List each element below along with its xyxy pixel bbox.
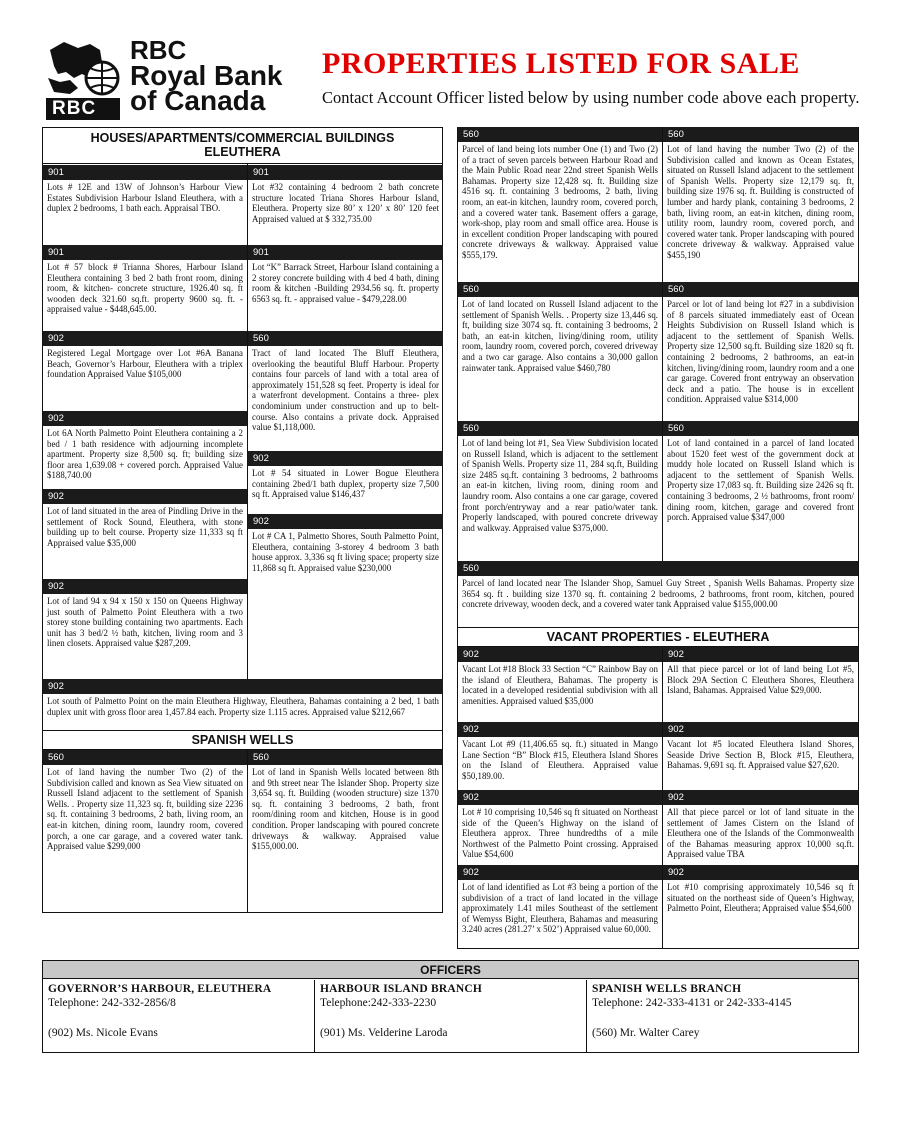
listing-description: Registered Legal Mortgage over Lot #6A Banana Beach, Governor’s Harbour, Eleuthera with a triplex foundation Appraised Value $105,000 <box>47 348 243 380</box>
listing-code: 560 <box>458 421 662 436</box>
listing-code: 560 <box>458 127 662 142</box>
logo-line2: Royal Bank <box>130 60 283 91</box>
branch-name: SPANISH WELLS BRANCH <box>592 983 742 995</box>
listing-cell <box>663 127 858 282</box>
listing-code: 902 <box>43 411 247 426</box>
listing-cell <box>43 165 247 245</box>
listing-description: All that piece parcel or lot of land situate in the settlement of James Cistern on the Island of Eleuthera one of the Islands of the Commonwealth of the Bahamas measuring approx 10,000 sq.ft. Appraised value TBA <box>667 807 854 860</box>
listing-description: Lot of land located on Russell Island adjacent to the settlement of Spanish Wells. . Property size 13,446 sq. ft, building size 3074 sq. ft. containing 3 bedrooms, 2 bath, an eat-in kitchen, living/dining room, utility room, laundry room, covered porch, covered driveway and a two car garage. Also contains a 30,000 gallon rainwater tank. Appraised value $460,780 <box>462 299 658 373</box>
listing-description: Lot # CA 1, Palmetto Shores, South Palmetto Point, Eleuthera, containing 3-storey 4 bedroom 3 bath house approx. 3,336 sq ft living space; property size 11,868 sq ft. Appraised value $230,000 <box>252 531 439 573</box>
listing-cell <box>43 679 443 730</box>
branch-name: GOVERNOR’S HARBOUR, ELEUTHERA <box>48 983 272 995</box>
listing-description: Vacant Lot #9 (11,406.65 sq. ft.) situated in Mango Lane Section “B” Block #15, Eleuthera Island Shores on the Island of Eleuthera. Appraised value $50,189.00. <box>462 739 658 781</box>
officers-panel <box>42 960 859 1053</box>
listing-code: 902 <box>663 647 858 662</box>
listing-code: 901 <box>248 165 443 180</box>
listing-code: 902 <box>663 790 858 805</box>
listing-description: Lot south of Palmetto Point on the main Eleuthera Highway, Eleuthera, Bahamas containing a 2 bed, 1 bath duplex unit with gross floor area 1,457.84 each. Property size 1.115 acres. Appraised value $212,667 <box>47 696 439 717</box>
listing-code: 560 <box>248 750 443 765</box>
section-houses-subtitle: ELEUTHERA <box>204 145 281 159</box>
section-spanish-wells-heading <box>43 730 442 750</box>
listing-description: Lot of land in Spanish Wells located between 8th and 9th street near The Islander Shop. Property size 3,654 sq. ft. Building (wooden structure) size 1370 sq. ft. containing 3 bedrooms, 2 bath, front room/dining room and kitchen, House is in good condition. Proper landscaping with poured concrete driveways & walkway. Appraised value $155,000.00. <box>252 767 439 852</box>
listing-cell <box>663 421 858 561</box>
branch-officer: (560) Mr. Walter Carey <box>592 1027 700 1039</box>
listing-cell <box>248 165 443 245</box>
listing-cell <box>43 331 247 411</box>
listing-code: 560 <box>663 421 858 436</box>
listing-code: 902 <box>43 679 443 694</box>
listing-description: Lot #32 containing 4 bedroom 2 bath concrete structure located Triana Shores Harbour Island, Eleuthera. Property size 80’ x 120’ x 80’ 120 feet Appraised valued at $ 332,735.00 <box>252 182 439 224</box>
listing-cell <box>663 282 858 421</box>
listing-description: All that piece parcel or lot of land being Lot #5, Block 29A Section C Eleuthera Shores, Eleuthera Island, Bahamas. Appraised Value $29,000. <box>667 664 854 696</box>
branch-name: HARBOUR ISLAND BRANCH <box>320 983 483 995</box>
listing-code: 560 <box>458 561 858 576</box>
listing-description: Lot 6A North Palmetto Point Eleuthera containing a 2 bed / 1 bath residence with adjourning incomplete apartment. Property size 8,500 sq. ft; building size floor area 1,639.08 + covered porch. Appraised Value $188,740.00 <box>47 428 243 481</box>
listing-code: 902 <box>663 722 858 737</box>
branch-officer: (902) Ms. Nicole Evans <box>48 1027 158 1039</box>
rbc-logo <box>44 35 314 124</box>
listing-description: Vacant lot #5 located Eleuthera Island Shores, Seaside Drive Section B, Block #15, Eleuthera, Bahamas. 9,691 sq. ft. Appraised value $27,620. <box>667 739 854 771</box>
listing-description: Vacant Lot #18 Block 33 Section “C” Rainbow Bay on the island of Eleuthera, Bahamas. The property is located in a developed residential subdivision with all amenities. Appraised valued $35,000 <box>462 664 658 706</box>
listing-description: Parcel of land being lots number One (1) and Two (2) of a tract of seven parcels between Harbour Road and the Main Public Road near 22nd street Spanish Wells Bahamas. Property size 12,428 sq. ft. Building size 4516 sq. ft. containing 3 bedrooms, 2 bath, living room, an eat-in kitchen, laundry room, covered porch, and a covered water tank. Basement offers a garage, work-shop, play room and small office area. House is in excellent condition Proper landscaping with poured concrete driveways & walkway. Appraised value $555,179. <box>462 144 658 260</box>
listing-code: 902 <box>43 579 247 594</box>
listing-cell <box>458 127 662 282</box>
listing-cell <box>43 245 247 331</box>
listing-description: Lot “K” Barrack Street, Harbour Island containing a 2 storey concrete building with 4 bed 4 bath, dining room & kitchen -Building 2934.56 sq. ft. property 6563 sq. ft. - appraised value - $479,228.00 <box>252 262 439 304</box>
listing-description: Parcel or lot of land being lot #27 in a subdivision of 8 parcels situated immediately east of Ocean Heights Subdivision on Russell Island which is adjacent to the settlement of Spanish Wells. Property size 12,500 sq.ft. Building size 1820 sq ft. containing 2 bedrooms, 2 bathrooms, an eat-in kitchen, living/dining room, laundry room and a one car garage. Covered front entryway an observation deck and a patio. The house is in excellent condition. Appraised value $314,000 <box>667 299 854 405</box>
listing-description: Lot of land being lot #1, Sea View Subdivision located on Russell Island, which is adjacent to the settlement of Spanish Wells. Property size 11, 284 sq.ft, Building size 2485 sq.ft. containing 3 bedrooms, 2 bathrooms an eat-in kitchen, living room, dining room and laundry room. Also contains a one car garage, covered front porch/entryway and a rear patio/water tank. Properly landscaped, with poured concrete driveway and walkway. Appraised value $375,000. <box>462 438 658 533</box>
branch-spanish-wells <box>587 980 859 1052</box>
logo-line1: RBC <box>130 35 187 65</box>
listing-code: 560 <box>248 331 443 346</box>
listing-description: Lot of land contained in a parcel of land located about 1520 feet west of the government dock at muddy hole located on Russell Island which is adjacent to the settlement of Spanish Wells. Property size 17,083 sq. ft. Building size 2426 sq ft. containing 3 bedrooms, 2 ½ bathrooms, front room/ dining room, kitchen, garage and covered front porch. Appraised value $347,000 <box>667 438 854 523</box>
listing-cell <box>458 561 858 627</box>
listing-cell <box>248 750 443 913</box>
page-subtitle: Contact Account Officer listed below by using number code above each property. <box>322 88 860 107</box>
listing-description: Lot of land 94 x 94 x 150 x 150 on Queens Highway just south of Palmetto Point Eleuthera with a two storey stone building containing two apartments. Each unit has 3 bed/2 ½ bath, kitchen, living room and 3 linen closets. Appraised value $287,209. <box>47 596 243 649</box>
listing-code: 902 <box>248 514 443 529</box>
branch-phone: Telephone: 242-333-4131 or 242-333-4145 <box>592 997 792 1009</box>
listing-code: 560 <box>663 127 858 142</box>
section-vacant-heading <box>458 627 858 647</box>
listing-cell <box>663 647 858 722</box>
listing-cell <box>43 579 247 679</box>
branch-harbour-island <box>315 980 586 1052</box>
listing-code: 560 <box>43 750 247 765</box>
listing-code: 560 <box>663 282 858 297</box>
listing-cell <box>248 451 443 514</box>
listing-cell <box>663 865 858 948</box>
listing-code: 902 <box>458 647 662 662</box>
listing-code: 902 <box>43 489 247 504</box>
logo-badge-text: RBC <box>52 98 97 119</box>
listing-description: Lot #10 comprising approximately 10,546 sq ft situated on the northeast side of Queen’s Highway, Palmetto Point, Eleuthera; Appraised value $54,600 <box>667 882 854 914</box>
listing-description: Lots # 12E and 13W of Johnson’s Harbour View Estates Subdivision Harbour Island Eleuthera, with a duplex 2 bedrooms, 1 bath each. Appraisal TBO. <box>47 182 243 214</box>
listing-cell <box>458 722 662 790</box>
listing-cell <box>248 331 443 451</box>
listing-cell <box>458 647 662 722</box>
page-title: PROPERTIES LISTED FOR SALE <box>322 47 800 80</box>
listing-cell <box>248 245 443 331</box>
listing-description: Lot of land having the number Two (2) of the Subdivision called and known as Ocean Estates, situated on Russell Island adjacent to the settlement of Spanish Wells. Property size 12,179 sq. ft, building size 1976 sq. ft. Building is constructed of lumber and hardy plank, containing 3 bedrooms, 2 bath, living room, an eat-in kitchen, dining room, utility room, laundry room, covered porch, and covered water tank. Proper landscaping with poured concrete driveway & walkway. Appraised value $455,190 <box>667 144 854 260</box>
listing-cell <box>43 489 247 579</box>
listing-cell <box>458 421 662 561</box>
listing-code: 902 <box>663 865 858 880</box>
listing-code: 901 <box>248 245 443 260</box>
listing-description: Lot of land having the number Two (2) of the Subdivision called and known as Sea View situated on Russell Island adjacent to the settlement of Spanish Wells. . Property size 11,323 sq. ft, building size 2236 sq. ft. containing 3 bedrooms, 2 bath, living room, an eat-in kitchen, dining room, laundry room, covered porch, a one car garage, and a covered water tank. Appraised value $299,000 <box>47 767 243 852</box>
officers-heading: OFFICERS <box>43 961 858 979</box>
logo-line3: of Canada <box>130 85 266 116</box>
listing-description: Parcel of land located near The Islander Shop, Samuel Guy Street , Spanish Wells Bahamas. Property size 3654 sq. ft . building size 1370 sq. ft. containing 2 bedrooms, 2 bathrooms, front room, kitchen, poured concrete driveway, wooden deck, and a covered water tank Appraised value $155,000.00 <box>462 578 854 610</box>
branch-governors-harbour <box>43 980 314 1052</box>
listing-cell <box>663 722 858 790</box>
listing-code: 901 <box>43 165 247 180</box>
branch-phone: Telephone:242-333-2230 <box>320 997 437 1009</box>
listing-cell <box>458 790 662 865</box>
listing-code: 901 <box>43 245 247 260</box>
section-vacant-title: VACANT PROPERTIES - ELEUTHERA <box>546 630 770 644</box>
section-spanish-wells-title: SPANISH WELLS <box>191 733 294 747</box>
listing-code: 902 <box>458 790 662 805</box>
listing-description: Lot of land identified as Lot #3 being a portion of the subdivision of a tract of land located in the village approximately 1.41 miles Southeast of the settlement of Wemyss Bight, Eleuthera, Bahamas and measuring 3.240 acres (281.27’ x 502’) Appraised value 60,000. <box>462 882 658 935</box>
listing-code: 560 <box>458 282 662 297</box>
listing-code: 902 <box>458 722 662 737</box>
listing-description: Tract of land located The Bluff Eleuthera, overlooking the beautiful Bluff Harbour. Property contains four parcels of land with a total area of approximately 151,528 sq feet. Property is ideal for a waterfront development. Contains a three- plex condominium under construction and up to belt-course. Also contains a private dock. Appraised value $1,118,000. <box>252 348 439 433</box>
listing-cell <box>458 282 662 421</box>
section-houses-title: HOUSES/APARTMENTS/COMMERCIAL BUILDINGS <box>90 131 395 145</box>
listing-cell <box>43 750 247 913</box>
branch-officer: (901) Ms. Velderine Laroda <box>320 1027 448 1039</box>
listing-description: Lot of land situated in the area of Pindling Drive in the settlement of Rock Sound, Eleuthera, with stone building up to belt course. Property size 11,333 sq ft Appraised value $35,000 <box>47 506 243 548</box>
listing-code: 902 <box>248 451 443 466</box>
right-column <box>457 127 859 949</box>
listing-code: 902 <box>458 865 662 880</box>
branch-phone: Telephone: 242-332-2856/8 <box>48 997 176 1009</box>
listing-description: Lot # 57 block # Trianna Shores, Harbour Island Eleuthera containing 3 bed 2 bath front room, dining room, & kitchen- concrete structure, 1926.40 sq. ft wooden deck 321.60 sq.ft. property 9600 sq. ft. - appraised value - $448,645.00. <box>47 262 243 315</box>
listing-description: Lot # 54 situated in Lower Bogue Eleuthera containing 2bed/1 bath duplex, property size 7,500 sq ft. Appraised value $146,437 <box>252 468 439 500</box>
houses-column <box>42 127 443 913</box>
listing-code: 902 <box>43 331 247 346</box>
listing-cell <box>43 411 247 489</box>
listing-description: Lot # 10 comprising 10,546 sq ft situated on Northeast side of the Queen’s Highway on the island of Eleuthera approx. Three hundredths of a mile Northwest of the Palmetto Point crossing. Appraised Value $54,600 <box>462 807 658 860</box>
listing-cell <box>458 865 662 948</box>
section-houses-heading <box>43 128 442 164</box>
listing-cell <box>248 514 443 604</box>
listing-cell <box>663 790 858 865</box>
logo-wordmark <box>130 35 283 116</box>
